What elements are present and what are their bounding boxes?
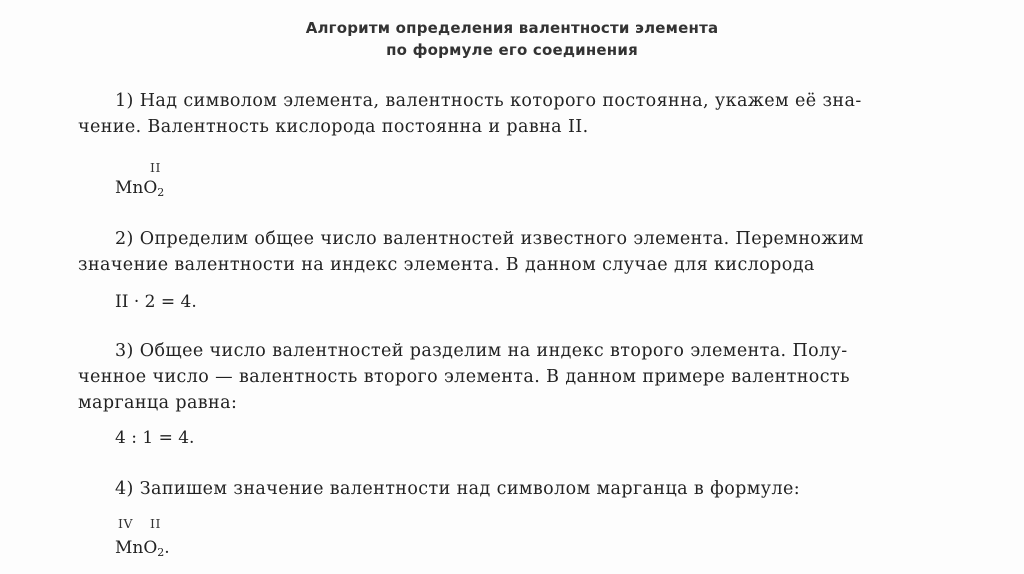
formula-mno2-final (115, 538, 170, 559)
manganese-valence-label: IV (118, 516, 133, 531)
step-3-line-2: ченное число — валентность второго элемента. В данном примере валентность (78, 367, 850, 387)
step-2-line-1: 2) Определим общее число валентностей известного элемента. Перемножим (115, 229, 864, 249)
step-1-line-2: чение. Валентность кислорода постоянна и равна II. (78, 117, 589, 137)
page-title-line-2: по формуле его соединения (386, 41, 638, 59)
calculation-multiply: II · 2 = 4. (115, 292, 197, 312)
step-1-paragraph (78, 88, 968, 140)
step-3-paragraph (78, 338, 968, 416)
step-3-line-3: марганца равна: (78, 393, 238, 413)
formula-final-base: MnO (115, 538, 158, 558)
step-2-line-2: значение валентности на индекс элемента. В данном случае для кислорода (78, 255, 815, 275)
step-3-line-1: 3) Общее число валентностей разделим на индекс второго элемента. Полу- (115, 341, 848, 361)
page-title-line-1: Алгоритм определения валентности элемента (305, 19, 719, 37)
formula-final-subscript: 2 (157, 546, 165, 559)
step-4-line-1: 4) Запишем значение валентности над символом марганца в формуле: (115, 479, 801, 499)
formula-subscript: 2 (157, 186, 165, 199)
formula-mno2 (115, 178, 164, 199)
oxygen-valence-label: II (150, 160, 161, 175)
step-2-paragraph (78, 226, 968, 278)
formula-final-end: . (164, 538, 170, 558)
formula-base: MnO (115, 178, 158, 198)
step-4-paragraph (78, 476, 968, 502)
calculation-divide: 4 : 1 = 4. (115, 428, 195, 448)
oxygen-valence-label-2: II (150, 516, 161, 531)
step-1-line-1: 1) Над символом элемента, валентность которого постоянна, укажем её зна- (115, 91, 862, 111)
